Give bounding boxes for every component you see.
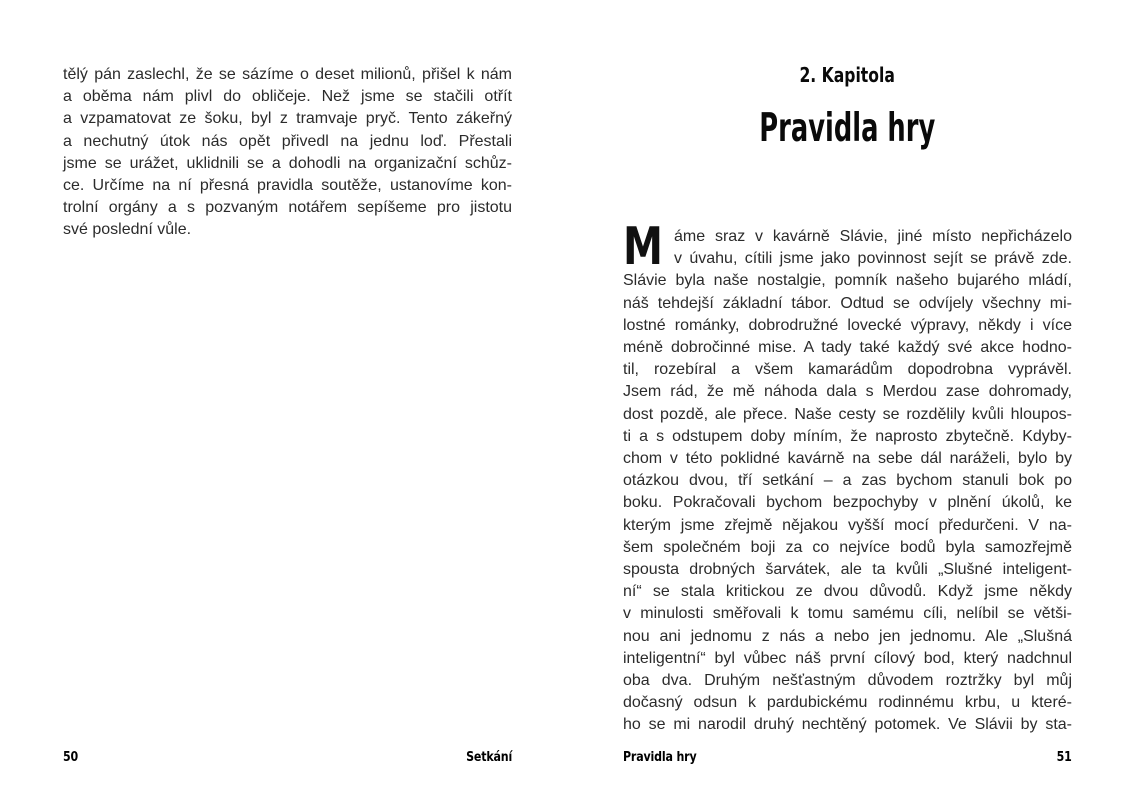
text-line: dočasný odsun k pardubickému rodinnému krbu, u které- [623, 694, 1072, 712]
text-line: a oběma nám plivl do obličeje. Než jsme se stačili otřít [63, 88, 512, 106]
drop-cap [623, 216, 674, 277]
text-line: náš tehdejší základní tábor. Odtud se odvíjely všechny mi- [623, 294, 1072, 312]
text-line: nou ani jednomu z nás a nebo jen jednomu. Ale „Slušná [623, 627, 1072, 645]
text-line: šem společném boji za co nejvíce bodů byla samozřejmě [623, 538, 1072, 556]
running-footer [63, 750, 512, 765]
page-body-text [63, 64, 512, 242]
text-line: inteligentní“ byl vůbec náš první cílový bod, který nadchnul [623, 649, 1072, 667]
text-line: otázkou dvou, tří setkání – a zas bychom stanuli bok po [623, 472, 1072, 490]
page-right [562, 0, 1124, 800]
text-line: jsme se urážet, uklidnili se a dohodli na organizační schůz- [63, 154, 512, 172]
text-line: tělý pán zaslechl, že se sázíme o deset milionů, přišel k nám [63, 66, 512, 83]
text-line: trolní orgány a s pozvaným notářem sepíšeme pro jistotu [63, 199, 512, 217]
text-line: a nechutný útok nás opět přivedl na jednu loď. Přestali [63, 132, 512, 150]
text-line: boku. Pokračovali bychom bezpochyby v plnění úkolů, ke [623, 494, 1072, 512]
chapter-kicker [623, 63, 1072, 87]
running-footer [623, 750, 1072, 765]
text-line: oba dva. Druhým nešťastným důvodem roztržky byl můj [623, 672, 1072, 690]
chapter-kicker-label: 2. Kapitola [799, 63, 896, 87]
text-line: Slávie byla naše nostalgie, pomník našeho bujarého mládí, [623, 272, 1072, 290]
running-footer-chapter: Setkání [465, 750, 512, 765]
text-line: kterým jsme zřejmě nějakou vyšší mocí předurčeni. V na- [623, 516, 1072, 534]
text-line: a vzpamatovat ze šoku, byl z tramvaje pryč. Tento zákeřný [63, 110, 512, 128]
text-line: ti a s odstupem doby míním, že naprosto zbytečně. Kdyby- [623, 427, 1072, 445]
page-number: 50 [63, 750, 79, 765]
text-line: méně dobročinné mise. A tady také každý své akce hodno- [623, 339, 1072, 357]
running-footer-chapter: Pravidla hry [623, 750, 697, 765]
text-line: své poslední vůle. [63, 221, 192, 239]
page-body-text [623, 216, 1072, 737]
text-line: áme sraz v kavárně Slávie, jiné místo nepřicházelo [674, 228, 1072, 245]
drop-cap-letter: M [623, 216, 663, 277]
text-line: v úvahu, cítili jsme jako povinnost sejít se právě zde. [674, 250, 1072, 268]
page-number: 51 [1056, 750, 1072, 765]
text-line: spousta drobných šarvátek, ale ta kvůli „Slušné inteligent- [623, 561, 1072, 579]
text-line: ho se mi narodil druhý nechtěný potomek. Ve Slávii by sta- [623, 716, 1072, 734]
chapter-title [623, 106, 1072, 152]
text-line: ce. Určíme na ní přesná pravidla soutěže, ustanovíme kon- [63, 177, 512, 195]
text-line: lostné románky, dobrodružné lovecké výpravy, někdy i více [623, 316, 1072, 334]
text-line: chom v této poklidné kavárně na sebe dál naráželi, bylo by [623, 450, 1072, 468]
text-line: v minulosti směřovali k tomu samému cíli, nelíbil se větši- [623, 605, 1072, 623]
text-line: dost pozdě, ale přece. Naše cesty se rozdělily kvůli hloupos- [623, 405, 1072, 423]
chapter-title-label: Pravidla hry [759, 106, 936, 151]
text-line: ní“ se stala kritickou ze dvou důvodů. Když jsme někdy [623, 583, 1072, 601]
text-line: til, rozebíral a všem kamarádům dopodrobna vyprávěl. [623, 361, 1072, 379]
text-line: Jsem rád, že mě náhoda dala s Merdou zase dohromady, [623, 383, 1072, 401]
